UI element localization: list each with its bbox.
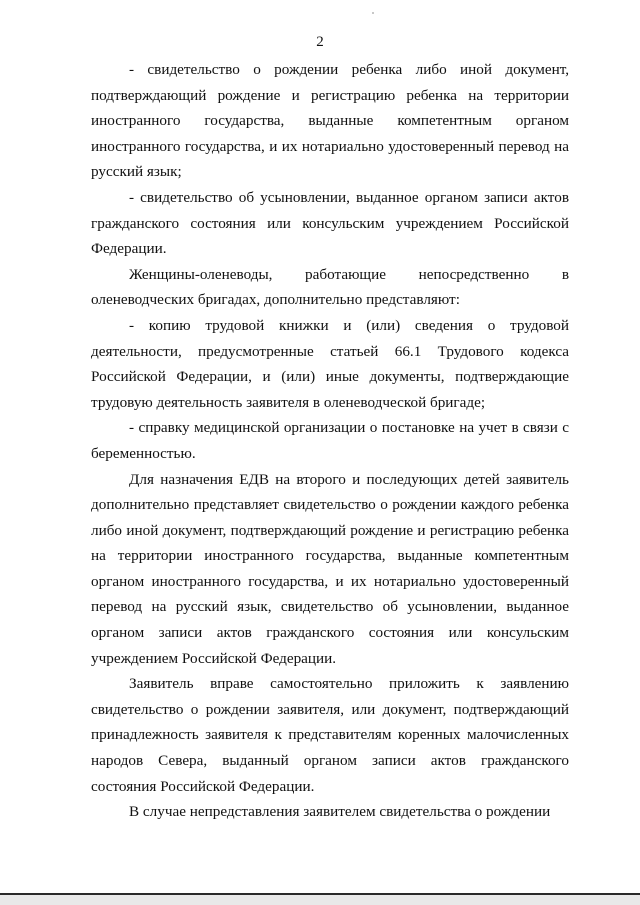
scan-speck <box>372 12 374 14</box>
paragraph-non-submission: В случае непредставления заявителем свидетельства о рождении <box>129 803 551 821</box>
page-number: 2 <box>316 34 324 50</box>
paragraph-applicant-right: Заявитель вправе самостоятельно приложить к заявлению свидетельство о рождении заявителя, или документ, подтверждающий принадлежность заявителя к представителям коренных малочисленных народов Севера, выданный органом записи актов гражданского состояния Российской Федерации. <box>91 675 569 795</box>
paragraph-adoption-certificate: - свидетельство об усыновлении, выданное органом записи актов гражданского состояния или консульским учреждением Российской Федерации. <box>91 188 569 258</box>
paragraph-medical-certificate: - справку медицинской организации о постановке на учет в связи с беременностью. <box>91 419 569 462</box>
paragraph-work-record: - копию трудовой книжки и (или) сведения о трудовой деятельности, предусмотренные статьей 66.1 Трудового кодекса Российской Федерации, и (или) иные документы, подтверждающие трудовую деятельность заявителя в оленеводческой бригаде; <box>91 316 569 411</box>
paragraph-reindeer-herders: Женщины-оленеводы, работающие непосредственно в оленеводческих бригадах, дополнительно представляют: <box>91 265 569 309</box>
scan-bottom-shadow <box>0 895 640 905</box>
paragraph-second-children: Для назначения ЕДВ на второго и последующих детей заявитель дополнительно представляет свидетельство о рождении каждого ребенка либо иной документ, подтверждающий рождение и регистрацию ребенка на территории иностранного государства, выданные компетентным органом иностранного государства, и их нотариально удостоверенный перевод на русский язык, свидетельство об усыновлении, выданное органом записи актов гражданского состояния или консульским учреждением Российской Федерации. <box>91 470 569 667</box>
document-body <box>91 57 569 825</box>
paragraph-birth-certificate: - свидетельство о рождении ребенка либо иной документ, подтверждающий рождение и регистрацию ребенка на территории иностранного государства, выданные компетентным органом иностранного государства, и их нотариально удостоверенный перевод на русский язык; <box>91 61 569 181</box>
